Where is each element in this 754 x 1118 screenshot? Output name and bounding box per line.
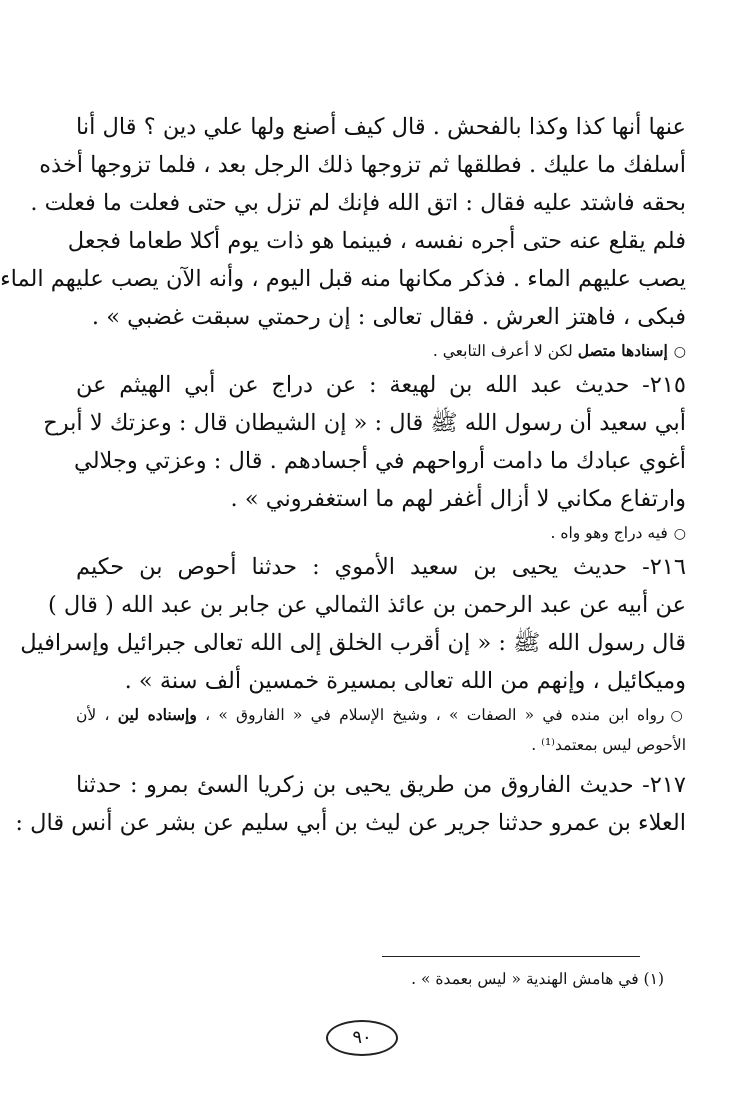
text-line: ٢١٧- حديث الفاروق من طريق يحيى بن زكريا السئ بمرو : حدثنا bbox=[76, 772, 686, 798]
main-text bbox=[0, 108, 686, 842]
page-number: ٩٠ bbox=[326, 1020, 398, 1056]
text-line: بحقه فاشتد عليه فقال : اتق الله فإنك لم تزل بي حتى فعلت ما فعلت . bbox=[30, 190, 686, 216]
commentary-note bbox=[76, 336, 686, 366]
text-line: ٢١٦- حديث يحيى بن سعيد الأموي : حدثنا أحوص بن حكيم bbox=[76, 554, 686, 580]
text-line: أغوي عبادك ما دامت أرواحهم في أجسادهم . قال : وعزتي وجلالي bbox=[73, 448, 686, 474]
commentary-note bbox=[76, 700, 686, 730]
text-line: وارتفاع مكاني لا أزال أغفر لهم ما استغفروني » . bbox=[230, 486, 686, 512]
text-line: العلاء بن عمرو حدثنا جرير عن ليث بن أبي سليم عن بشر عن أنس قال : bbox=[15, 810, 686, 836]
commentary-note bbox=[76, 518, 686, 548]
text-line: ٢١٥- حديث عبد الله بن لهيعة : عن دراج عن أبي الهيثم عن bbox=[76, 372, 686, 398]
note-emphasis: وإسناده لين bbox=[117, 705, 197, 724]
note-text: ، لأن bbox=[76, 706, 118, 724]
note-emphasis: إسنادها متصل bbox=[577, 341, 668, 360]
text-line: فلم يقلع عنه حتى أجره نفسه ، فبينما هو ذات يوم أكلا طعاما فجعل bbox=[67, 228, 686, 254]
footnote-divider bbox=[382, 956, 640, 957]
text-line: قال رسول الله ﷺ : « إن أقرب الخلق إلى الله تعالى جبرائيل وإسرافيل bbox=[20, 630, 686, 656]
text-line: فبكى ، فاهتز العرش . فقال تعالى : إن رحمتي سبقت غضبي » . bbox=[91, 304, 686, 330]
text-line: أسلفك ما عليك . فطلقها ثم تزوجها ذلك الرجل بعد ، فلما تزوجها أخذه bbox=[39, 152, 686, 178]
text-line: عن أبيه عن عبد الرحمن بن عائذ الثمالي عن جابر بن عبد الله ( قال ) bbox=[48, 592, 686, 618]
circle-bullet-icon: ○ bbox=[673, 344, 686, 360]
note-text: رواه ابن منده في « الصفات » ، وشيخ الإسلام في « الفاروق » ، bbox=[196, 706, 665, 724]
circle-bullet-icon: ○ bbox=[673, 526, 686, 542]
text-line: عنها أنها كذا وكذا بالفحش . قال كيف أصنع ولها علي دين ؟ قال أنا bbox=[76, 114, 686, 140]
note-text: فيه دراج وهو واه . bbox=[550, 524, 668, 542]
text-line: أبي سعيد أن رسول الله ﷺ قال : « إن الشيطان قال : وعزتك لا أبرح bbox=[43, 410, 686, 436]
text-line: يصب عليهم الماء . فذكر مكانها منه قبل اليوم ، وأنه الآن يصب عليهم الماء bbox=[0, 266, 686, 292]
circle-bullet-icon: ○ bbox=[670, 708, 686, 724]
note-text: لكن لا أعرف التابعي . bbox=[432, 342, 578, 360]
text-line: وميكائيل ، وإنهم من الله تعالى بمسيرة خمسين ألف سنة » . bbox=[124, 668, 686, 694]
commentary-note-continued: الأحوص ليس بمعتمد⁽¹⁾ . bbox=[531, 736, 686, 754]
footnote: (١) في هامش الهندية « ليس بعمدة » . bbox=[411, 970, 664, 988]
